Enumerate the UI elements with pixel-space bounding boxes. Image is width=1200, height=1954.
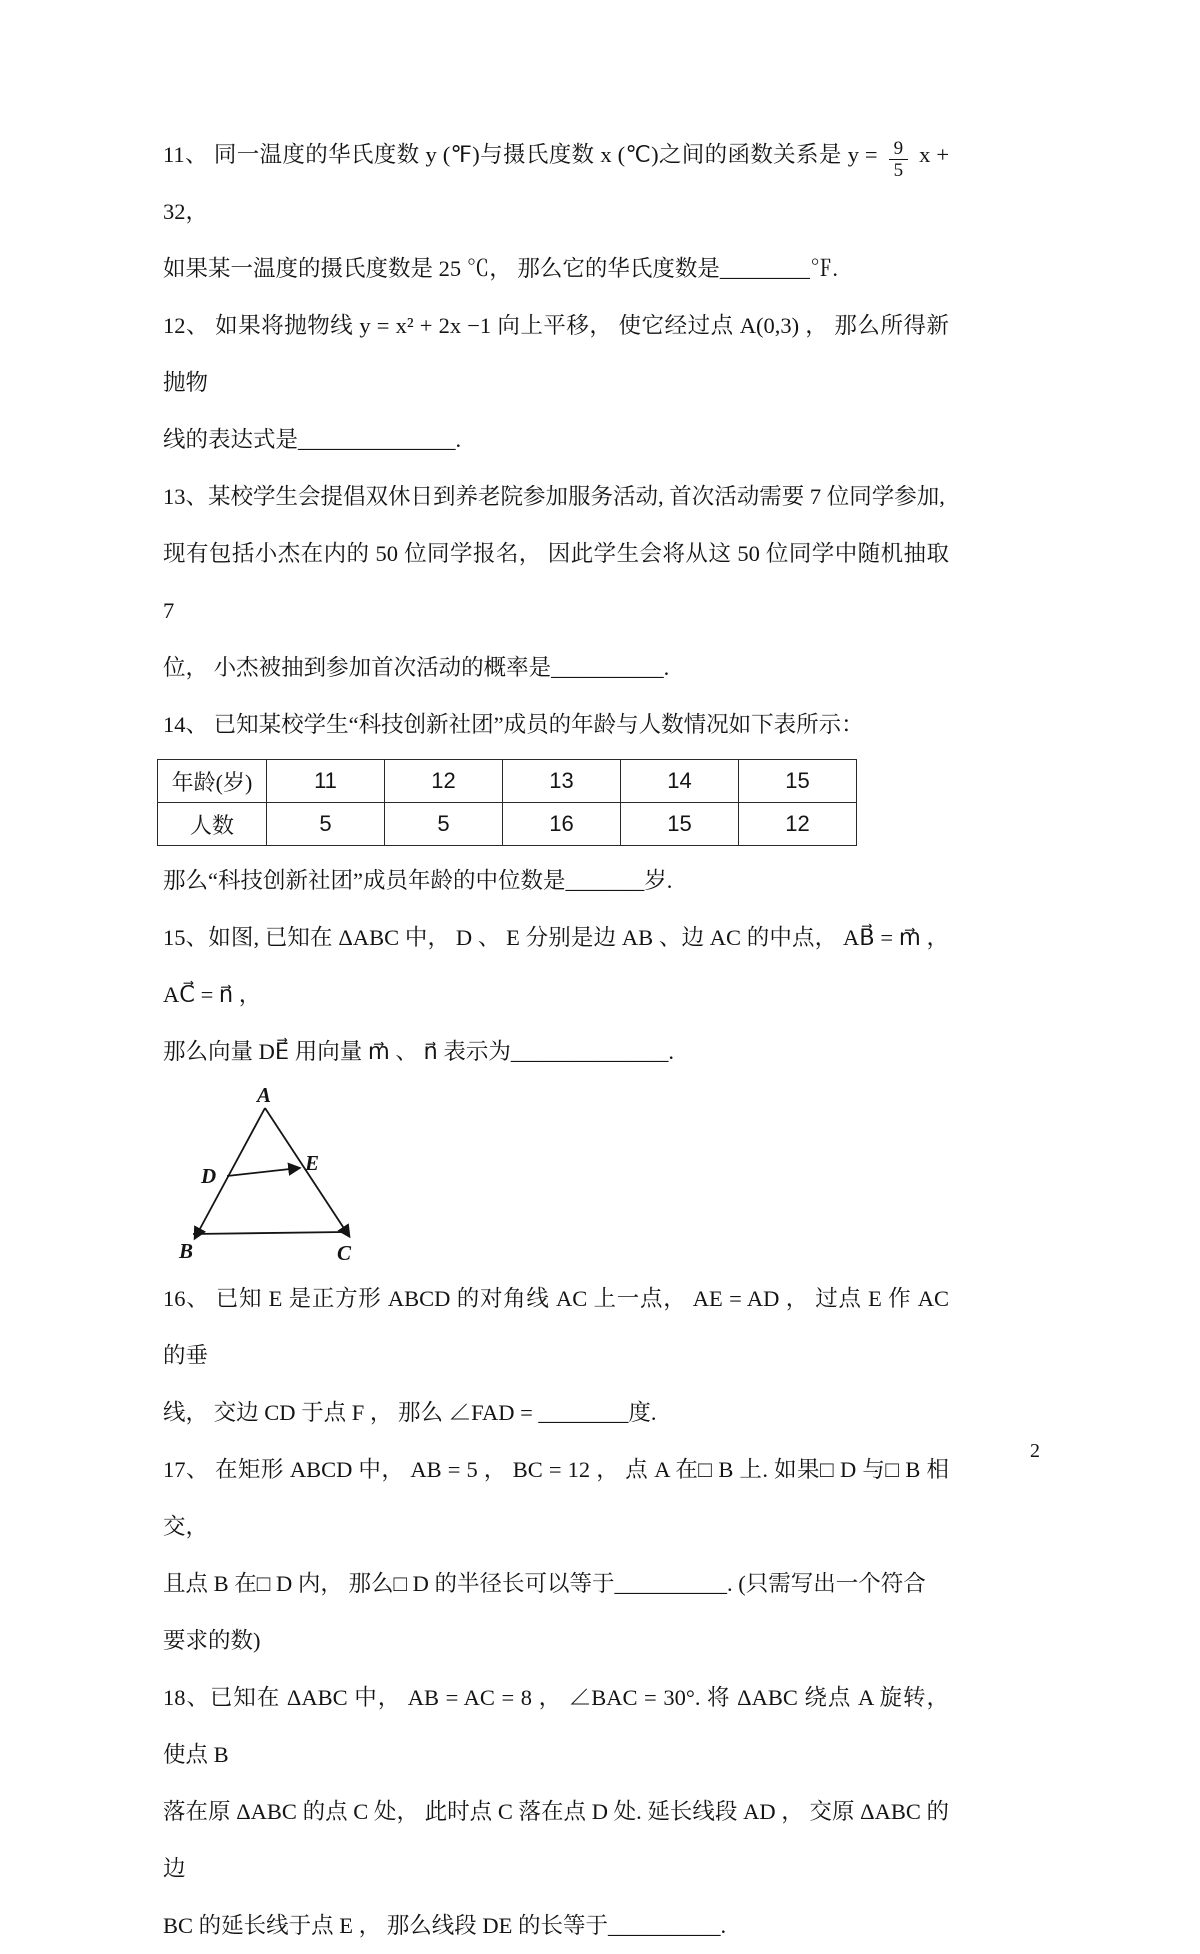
triangle-figure: [177, 1083, 949, 1266]
problem-18-line-3: BC 的延长线于点 E ， 那么线段 DE 的长等于__________.: [163, 1913, 727, 1938]
problem-13-line-2: 现有包括小杰在内的 50 位同学报名， 因此学生会将从这 50 位同学中随机抽取 7: [163, 541, 949, 623]
page-number: 2: [1030, 1440, 1040, 1462]
vertex-label-c: C: [337, 1241, 352, 1265]
problem-11-line-1: [163, 126, 949, 240]
table-cell: 11: [267, 760, 385, 803]
problem-11-line-2: 如果某一温度的摄氏度数是 25 ℃， 那么它的华氏度数是________℉.: [163, 256, 839, 281]
problem-13-line-3: 位， 小杰被抽到参加首次活动的概率是__________.: [163, 655, 670, 680]
problem-12-line-1: 12、 如果将抛物线 y = x² + 2x −1 向上平移， 使它经过点 A(0,3) ， 那么所得新抛物: [163, 313, 949, 395]
problem-16: [163, 1270, 949, 1441]
problem-11-text-post: x + 32，: [163, 142, 950, 224]
table-cell: 人数: [158, 803, 267, 846]
age-table: [157, 759, 857, 846]
problem-17-line-3: 要求的数): [163, 1628, 261, 1653]
problem-14: [163, 696, 949, 909]
table-cell: 15: [739, 760, 857, 803]
age-table-data-row: [158, 803, 857, 846]
vertex-label-b: B: [179, 1239, 194, 1263]
problem-11: [163, 126, 949, 297]
problem-15-line-2: 那么向量 DE⃗ 用向量 m⃗ 、 n⃗ 表示为______________.: [163, 1039, 675, 1064]
problem-18-line-2: 落在原 ΔABC 的点 C 处， 此时点 C 落在点 D 处. 延长线段 AD ， 交原 ΔABC 的边: [163, 1799, 949, 1881]
problem-13: [163, 468, 949, 696]
problem-17-line-2: 且点 B 在□ D 内， 那么□ D 的半径长可以等于__________. (只需写出一个符合: [163, 1571, 926, 1596]
problem-18-line-1: 18、已知在 ΔABC 中， AB = AC = 8 ， ∠BAC = 30°. 将 ΔABC 绕点 A 旋转， 使点 B: [163, 1685, 949, 1767]
fraction-numerator: 9: [889, 138, 909, 160]
table-cell: 12: [739, 803, 857, 846]
base-bc-line: [193, 1232, 345, 1234]
segment-de-line: [227, 1168, 299, 1176]
table-cell: 12: [385, 760, 503, 803]
table-cell: 16: [503, 803, 621, 846]
problem-12-line-2: 线的表达式是______________.: [163, 427, 462, 452]
triangle-svg: [177, 1083, 387, 1266]
vertex-label-e: E: [305, 1151, 320, 1175]
vertex-label-d: D: [201, 1164, 217, 1188]
problem-17-line-1: 17、 在矩形 ABCD 中， AB = 5 ， BC = 12 ， 点 A 在□ B 上. 如果□ D 与□ B 相交，: [163, 1457, 949, 1539]
problem-16-line-2: 线， 交边 CD 于点 F ， 那么 ∠FAD = ________度.: [163, 1400, 657, 1425]
table-cell: 5: [385, 803, 503, 846]
exam-content: [163, 126, 949, 1954]
vertex-label-a: A: [257, 1083, 272, 1107]
table-cell: 14: [621, 760, 739, 803]
age-table-header-row: [158, 760, 857, 803]
table-cell: 15: [621, 803, 739, 846]
table-cell: 年龄(岁): [158, 760, 267, 803]
table-cell: 5: [267, 803, 385, 846]
table-cell: 13: [503, 760, 621, 803]
problem-17: [163, 1441, 949, 1669]
problem-13-line-1: 13、某校学生会提倡双休日到养老院参加服务活动, 首次活动需要 7 位同学参加,: [163, 484, 945, 509]
problem-14-line-1: 14、 已知某校学生“科技创新社团”成员的年龄与人数情况如下表所示：: [163, 712, 864, 737]
problem-12: [163, 297, 949, 468]
problem-16-line-1: 16、 已知 E 是正方形 ABCD 的对角线 AC 上一点， AE = AD ， 过点 E 作 AC 的垂: [163, 1286, 949, 1368]
fraction-denominator: 5: [893, 160, 904, 181]
problem-15: [163, 909, 949, 1266]
problem-11-text-pre: 11、 同一温度的华氏度数 y (℉)与摄氏度数 x (℃)之间的函数关系是 y =: [163, 142, 878, 167]
problem-15-line-1: 15、如图, 已知在 ΔABC 中， D 、 E 分别是边 AB 、边 AC 的中点， AB⃗ = m⃗ ， AC⃗ = n⃗ ，: [163, 925, 949, 1007]
fraction-nine-fifths: [889, 138, 909, 182]
problem-18: [163, 1669, 949, 1954]
problem-14-line-2: 那么“科技创新社团”成员年龄的中位数是_______岁.: [163, 868, 673, 893]
